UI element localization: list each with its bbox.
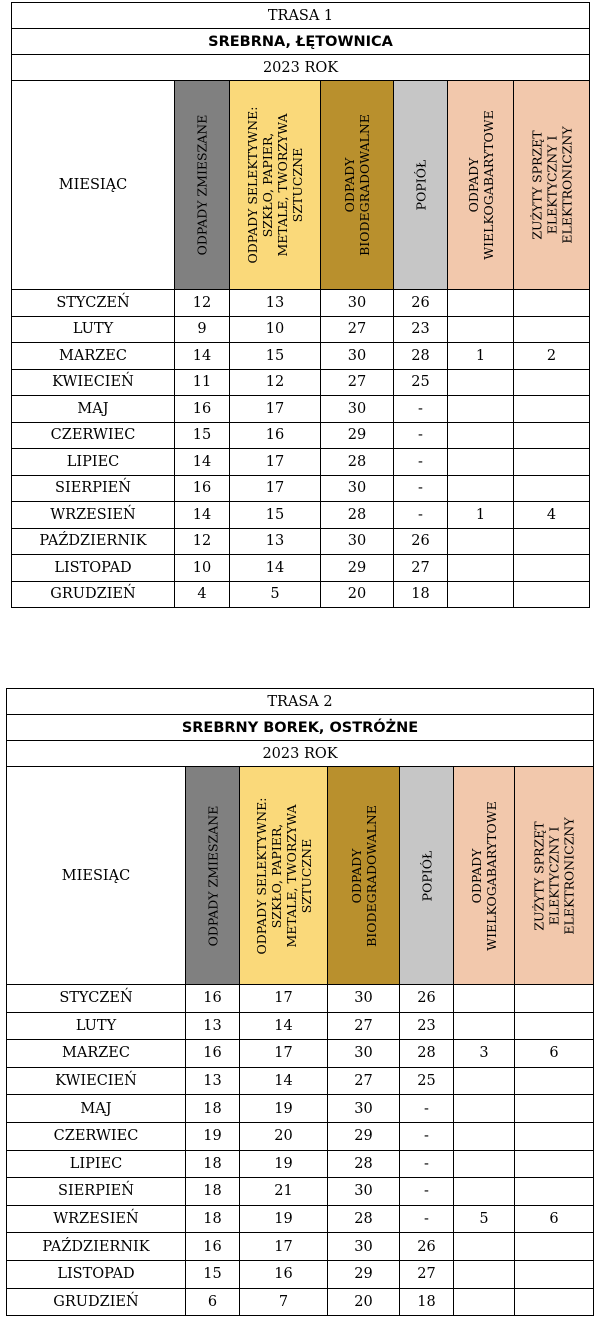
selective-waste-value: 17 bbox=[230, 396, 321, 423]
electronic-waste-value bbox=[515, 985, 594, 1013]
electronic-waste-value bbox=[514, 555, 590, 582]
bulky-waste-value bbox=[448, 475, 514, 502]
table-row bbox=[7, 1178, 594, 1206]
ash-value: - bbox=[394, 449, 448, 476]
ash-value: 28 bbox=[400, 1040, 454, 1068]
table-row bbox=[12, 581, 590, 608]
biodegradable-waste-header bbox=[321, 81, 394, 290]
mixed-waste-value: 4 bbox=[175, 581, 230, 608]
selective-waste-value: 21 bbox=[240, 1178, 328, 1206]
electronic-waste-value bbox=[514, 449, 590, 476]
selective-waste-value: 7 bbox=[240, 1288, 328, 1316]
biodegradable-value: 30 bbox=[321, 528, 394, 555]
ash-value: 26 bbox=[394, 290, 448, 317]
electronic-waste-value bbox=[515, 1288, 594, 1316]
electronic-waste-value bbox=[515, 1233, 594, 1261]
biodegradable-value: 27 bbox=[321, 369, 394, 396]
ash-value: 28 bbox=[394, 343, 448, 370]
mixed-waste-value: 18 bbox=[186, 1205, 240, 1233]
mixed-waste-value: 11 bbox=[175, 369, 230, 396]
column-header-line: POPIÓŁ bbox=[413, 159, 428, 211]
bulky-waste-value bbox=[448, 369, 514, 396]
column-header-line: ODPADY bbox=[342, 157, 357, 213]
electronic-waste-header bbox=[514, 81, 590, 290]
bulky-waste-value bbox=[448, 449, 514, 476]
bulky-waste-value: 3 bbox=[454, 1040, 515, 1068]
month: SIERPIEŃ bbox=[7, 1178, 186, 1206]
biodegradable-value: 30 bbox=[328, 1178, 400, 1206]
month: KWIECIEŃ bbox=[7, 1067, 186, 1095]
bulky-waste-value bbox=[448, 316, 514, 343]
column-header-line: SZTUCZNE bbox=[298, 838, 314, 913]
column-header-line: ELEKTYCZNY I bbox=[546, 826, 562, 925]
selective-waste-value: 12 bbox=[230, 369, 321, 396]
table-row bbox=[7, 1260, 594, 1288]
bulky-waste-value bbox=[448, 290, 514, 317]
month: GRUDZIEŃ bbox=[7, 1288, 186, 1316]
column-header-line: ZUŻYTY SPRZĘT bbox=[531, 820, 547, 931]
table-row bbox=[7, 985, 594, 1013]
route-title: TRASA 1 bbox=[12, 3, 590, 29]
mixed-waste-value: 12 bbox=[175, 290, 230, 317]
biodegradable-value: 20 bbox=[328, 1288, 400, 1316]
ash-value: 23 bbox=[394, 316, 448, 343]
electronic-waste-value: 6 bbox=[515, 1205, 594, 1233]
ash-value: 23 bbox=[400, 1012, 454, 1040]
mixed-waste-value: 16 bbox=[186, 1040, 240, 1068]
mixed-waste-value: 15 bbox=[175, 422, 230, 449]
ash-value: 18 bbox=[400, 1288, 454, 1316]
table-row bbox=[12, 369, 590, 396]
biodegradable-value: 20 bbox=[321, 581, 394, 608]
mixed-waste-header bbox=[175, 81, 230, 290]
column-header-line: ELEKTYCZNY I bbox=[544, 135, 560, 235]
selective-waste-value: 15 bbox=[230, 502, 321, 529]
bulky-waste-value bbox=[454, 1012, 515, 1040]
month: LISTOPAD bbox=[12, 555, 175, 582]
electronic-waste-value bbox=[515, 1095, 594, 1123]
column-header-line: METALE, TWORZYWA bbox=[283, 803, 299, 948]
ash-header bbox=[394, 81, 448, 290]
table-row bbox=[7, 1288, 594, 1316]
biodegradable-value: 28 bbox=[328, 1150, 400, 1178]
month: LIPIEC bbox=[7, 1150, 186, 1178]
month: MAJ bbox=[12, 396, 175, 423]
mixed-waste-value: 19 bbox=[186, 1122, 240, 1150]
mixed-waste-value: 16 bbox=[175, 396, 230, 423]
ash-value: - bbox=[400, 1122, 454, 1150]
column-header-line: ODPADY SELEKTYWNE: bbox=[245, 106, 260, 264]
column-header-line: BIODEGRADOWALNE bbox=[357, 114, 372, 256]
electronic-waste-header bbox=[515, 767, 594, 985]
ash-value: - bbox=[400, 1150, 454, 1178]
mixed-waste-value: 13 bbox=[186, 1067, 240, 1095]
column-header-row bbox=[12, 81, 590, 290]
month: SIERPIEŃ bbox=[12, 475, 175, 502]
month: GRUDZIEŃ bbox=[12, 581, 175, 608]
selective-waste-header bbox=[240, 767, 328, 985]
month: WRZESIEŃ bbox=[12, 502, 175, 529]
biodegradable-value: 28 bbox=[328, 1205, 400, 1233]
bulky-waste-value bbox=[448, 396, 514, 423]
mixed-waste-header bbox=[186, 767, 240, 985]
month: MARZEC bbox=[7, 1040, 186, 1068]
route-locations: SREBRNY BOREK, OSTRÓŻNE bbox=[7, 715, 594, 741]
month: STYCZEŃ bbox=[12, 290, 175, 317]
column-header-line: ODPADY bbox=[348, 848, 364, 903]
year-label: 2023 ROK bbox=[7, 741, 594, 767]
biodegradable-value: 27 bbox=[328, 1012, 400, 1040]
month: CZERWIEC bbox=[7, 1122, 186, 1150]
biodegradable-value: 28 bbox=[321, 502, 394, 529]
bulky-waste-value bbox=[454, 985, 515, 1013]
electronic-waste-value bbox=[515, 1260, 594, 1288]
table-row bbox=[7, 1233, 594, 1261]
ash-value: - bbox=[394, 422, 448, 449]
electronic-waste-value bbox=[514, 475, 590, 502]
table-row bbox=[7, 1205, 594, 1233]
biodegradable-value: 30 bbox=[321, 475, 394, 502]
bulky-waste-value bbox=[454, 1233, 515, 1261]
selective-waste-value: 16 bbox=[230, 422, 321, 449]
selective-waste-value: 17 bbox=[240, 1233, 328, 1261]
month: PAŹDZIERNIK bbox=[12, 528, 175, 555]
mixed-waste-value: 14 bbox=[175, 449, 230, 476]
bulky-waste-value bbox=[454, 1260, 515, 1288]
bulky-waste-value bbox=[454, 1122, 515, 1150]
electronic-waste-value: 6 bbox=[515, 1040, 594, 1068]
bulky-waste-value: 1 bbox=[448, 502, 514, 529]
electronic-waste-value bbox=[514, 369, 590, 396]
electronic-waste-value bbox=[514, 290, 590, 317]
biodegradable-value: 30 bbox=[328, 1040, 400, 1068]
biodegradable-value: 29 bbox=[328, 1122, 400, 1150]
selective-waste-value: 13 bbox=[230, 528, 321, 555]
selective-waste-value: 16 bbox=[240, 1260, 328, 1288]
ash-header bbox=[400, 767, 454, 985]
month: LUTY bbox=[7, 1012, 186, 1040]
column-header-line: SZTUCZNE bbox=[290, 147, 305, 223]
schedule-table-route-2 bbox=[6, 688, 594, 1316]
ash-value: - bbox=[394, 502, 448, 529]
selective-waste-value: 19 bbox=[240, 1205, 328, 1233]
table-row bbox=[12, 475, 590, 502]
selective-waste-value: 10 bbox=[230, 316, 321, 343]
biodegradable-value: 28 bbox=[321, 449, 394, 476]
biodegradable-value: 29 bbox=[321, 422, 394, 449]
selective-waste-value: 17 bbox=[240, 1040, 328, 1068]
column-header-line: ODPADY SELEKTYWNE: bbox=[253, 797, 269, 954]
month: LUTY bbox=[12, 316, 175, 343]
month: PAŹDZIERNIK bbox=[7, 1233, 186, 1261]
ash-value: - bbox=[394, 396, 448, 423]
mixed-waste-value: 12 bbox=[175, 528, 230, 555]
month: MARZEC bbox=[12, 343, 175, 370]
biodegradable-value: 30 bbox=[328, 1095, 400, 1123]
column-header-line: SZKŁO, PAPIER, bbox=[260, 132, 275, 238]
selective-waste-header bbox=[230, 81, 321, 290]
biodegradable-value: 27 bbox=[328, 1067, 400, 1095]
table-row bbox=[12, 396, 590, 423]
column-header-line: ZUŻYTY SPRZĘT bbox=[529, 130, 545, 240]
biodegradable-value: 30 bbox=[321, 290, 394, 317]
schedule-table-route-1 bbox=[11, 2, 590, 608]
month: STYCZEŃ bbox=[7, 985, 186, 1013]
ash-value: 26 bbox=[400, 985, 454, 1013]
bulky-waste-value bbox=[448, 555, 514, 582]
table-row bbox=[12, 422, 590, 449]
route-locations: SREBRNA, ŁĘTOWNICA bbox=[12, 29, 590, 55]
mixed-waste-value: 10 bbox=[175, 555, 230, 582]
table-row bbox=[7, 1012, 594, 1040]
bulky-waste-header bbox=[448, 81, 514, 290]
column-header-line: WIELKOGABARYTOWE bbox=[480, 110, 496, 260]
column-header-line: ODPADY ZMIESZANE bbox=[194, 114, 210, 256]
bulky-waste-value: 5 bbox=[454, 1205, 515, 1233]
selective-waste-value: 15 bbox=[230, 343, 321, 370]
bulky-waste-value bbox=[454, 1095, 515, 1123]
month: CZERWIEC bbox=[12, 422, 175, 449]
mixed-waste-value: 15 bbox=[186, 1260, 240, 1288]
biodegradable-value: 30 bbox=[321, 396, 394, 423]
table-row bbox=[12, 343, 590, 370]
column-header-line: ELEKTRONICZNY bbox=[559, 126, 575, 244]
column-header-row bbox=[7, 767, 594, 985]
biodegradable-waste-header bbox=[328, 767, 400, 985]
mixed-waste-value: 14 bbox=[175, 502, 230, 529]
electronic-waste-value bbox=[514, 528, 590, 555]
mixed-waste-value: 18 bbox=[186, 1150, 240, 1178]
ash-value: 27 bbox=[400, 1260, 454, 1288]
selective-waste-value: 20 bbox=[240, 1122, 328, 1150]
bulky-waste-value bbox=[454, 1067, 515, 1095]
ash-value: 27 bbox=[394, 555, 448, 582]
selective-waste-value: 13 bbox=[230, 290, 321, 317]
table-row bbox=[7, 1067, 594, 1095]
ash-value: - bbox=[400, 1178, 454, 1206]
selective-waste-value: 19 bbox=[240, 1095, 328, 1123]
selective-waste-value: 17 bbox=[240, 985, 328, 1013]
electronic-waste-value bbox=[514, 316, 590, 343]
month: LIPIEC bbox=[12, 449, 175, 476]
column-header-line: POPIÓŁ bbox=[419, 850, 434, 901]
bulky-waste-value bbox=[448, 422, 514, 449]
selective-waste-value: 5 bbox=[230, 581, 321, 608]
ash-value: 26 bbox=[400, 1233, 454, 1261]
year-label: 2023 ROK bbox=[12, 55, 590, 81]
biodegradable-value: 29 bbox=[328, 1260, 400, 1288]
mixed-waste-value: 18 bbox=[186, 1178, 240, 1206]
column-header-line: SZKŁO, PAPIER, bbox=[268, 823, 284, 928]
table-row bbox=[12, 528, 590, 555]
electronic-waste-value: 2 bbox=[514, 343, 590, 370]
biodegradable-value: 27 bbox=[321, 316, 394, 343]
table-row bbox=[12, 290, 590, 317]
electronic-waste-value bbox=[514, 422, 590, 449]
electronic-waste-value bbox=[515, 1012, 594, 1040]
selective-waste-value: 14 bbox=[240, 1067, 328, 1095]
month-column-header: MIESIĄC bbox=[12, 81, 175, 290]
column-header-line: ELEKTRONICZNY bbox=[561, 816, 577, 935]
selective-waste-value: 14 bbox=[240, 1012, 328, 1040]
table-row bbox=[12, 502, 590, 529]
table-row bbox=[7, 1122, 594, 1150]
bulky-waste-value bbox=[448, 528, 514, 555]
column-header-line: ODPADY bbox=[465, 157, 481, 213]
column-header-line: METALE, TWORZYWA bbox=[275, 113, 290, 257]
ash-value: - bbox=[394, 475, 448, 502]
bulky-waste-header bbox=[454, 767, 515, 985]
ash-value: 25 bbox=[394, 369, 448, 396]
bulky-waste-value bbox=[454, 1288, 515, 1316]
biodegradable-value: 30 bbox=[321, 343, 394, 370]
column-header-line: WIELKOGABARYTOWE bbox=[484, 800, 499, 951]
selective-waste-value: 19 bbox=[240, 1150, 328, 1178]
table-row bbox=[7, 1150, 594, 1178]
electronic-waste-value: 4 bbox=[514, 502, 590, 529]
table-row bbox=[12, 555, 590, 582]
electronic-waste-value bbox=[515, 1150, 594, 1178]
ash-value: 26 bbox=[394, 528, 448, 555]
column-header-line: ODPADY ZMIESZANE bbox=[205, 805, 220, 946]
mixed-waste-value: 16 bbox=[175, 475, 230, 502]
mixed-waste-value: 14 bbox=[175, 343, 230, 370]
selective-waste-value: 17 bbox=[230, 475, 321, 502]
bulky-waste-value: 1 bbox=[448, 343, 514, 370]
biodegradable-value: 30 bbox=[328, 985, 400, 1013]
ash-value: - bbox=[400, 1205, 454, 1233]
mixed-waste-value: 18 bbox=[186, 1095, 240, 1123]
electronic-waste-value bbox=[515, 1122, 594, 1150]
month-column-header: MIESIĄC bbox=[7, 767, 186, 985]
electronic-waste-value bbox=[514, 581, 590, 608]
biodegradable-value: 29 bbox=[321, 555, 394, 582]
ash-value: 25 bbox=[400, 1067, 454, 1095]
table-row bbox=[12, 449, 590, 476]
month: LISTOPAD bbox=[7, 1260, 186, 1288]
electronic-waste-value bbox=[514, 396, 590, 423]
table-row bbox=[7, 1095, 594, 1123]
table-row bbox=[12, 316, 590, 343]
bulky-waste-value bbox=[454, 1150, 515, 1178]
month: WRZESIEŃ bbox=[7, 1205, 186, 1233]
mixed-waste-value: 9 bbox=[175, 316, 230, 343]
month: KWIECIEŃ bbox=[12, 369, 175, 396]
electronic-waste-value bbox=[515, 1067, 594, 1095]
mixed-waste-value: 16 bbox=[186, 1233, 240, 1261]
bulky-waste-value bbox=[454, 1178, 515, 1206]
ash-value: - bbox=[400, 1095, 454, 1123]
column-header-line: ODPADY bbox=[469, 848, 484, 903]
electronic-waste-value bbox=[515, 1178, 594, 1206]
month: MAJ bbox=[7, 1095, 186, 1123]
mixed-waste-value: 6 bbox=[186, 1288, 240, 1316]
bulky-waste-value bbox=[448, 581, 514, 608]
ash-value: 18 bbox=[394, 581, 448, 608]
column-header-line: BIODEGRADOWALNE bbox=[363, 804, 379, 947]
selective-waste-value: 17 bbox=[230, 449, 321, 476]
route-title: TRASA 2 bbox=[7, 689, 594, 715]
mixed-waste-value: 13 bbox=[186, 1012, 240, 1040]
biodegradable-value: 30 bbox=[328, 1233, 400, 1261]
selective-waste-value: 14 bbox=[230, 555, 321, 582]
table-row bbox=[7, 1040, 594, 1068]
mixed-waste-value: 16 bbox=[186, 985, 240, 1013]
